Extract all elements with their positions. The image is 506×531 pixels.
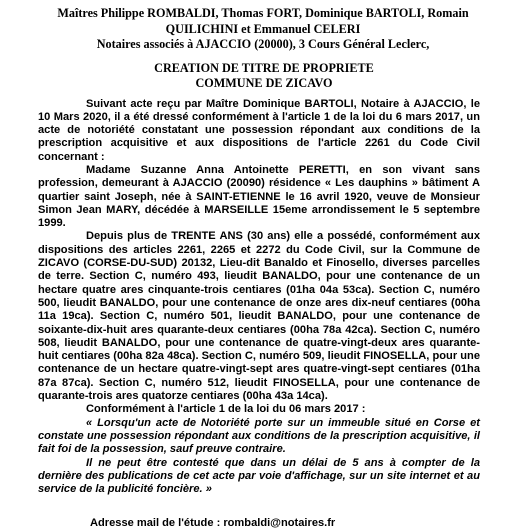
title-line-2: COMMUNE DE ZICAVO xyxy=(195,75,333,90)
paragraph-parcels: Depuis plus de TRENTE ANS (30 ans) elle a possédé, conformément aux dispositions des articles 2261, 2265 et 2272 du Code Civil, sur la Commune de ZICAVO (CORSE-DU-SUD) 20132, Lieu-dit Banaldo et Finosello, diverses parcelles de terre. Section C, numéro 493, lieudit BANALDO, pour une contenance de un hectare quatre ares cinquante-trois centiares (01ha 04a 53ca). Section C, numéro 500, lieudit BANALDO, pour une contenance de onze ares dix-neuf centiares (00ha 11a 19ca). Section C, numéro 501, lieudit BANALDO, pour une contenance de soixante-dix-huit ares quarante-deux centiares (00ha 78a 42ca). Section C, numéro 508, lieudit BANALDO, pour une contenance de quatre-vingt-deux ares quarante-huit centiares (00ha 82a 48ca). Section C, numéro 509, lieudit FINOSELLA, pour une contenance de un hectare quatre-vingt-sept ares quatre-vingt-sept centiares (01ha 87a 87ca). Section C, numéro 512, lieudit FINOSELLA, pour une contenance de quarante-trois ares quatorze centiares (00ha 43a 14ca). xyxy=(38,230,480,403)
notice-title xyxy=(38,61,480,91)
paragraph-law-reference: Conformément à l'article 1 de la loi du 06 mars 2017 : xyxy=(86,403,366,416)
quote-contest-delay: Il ne peut être contesté que dans un délai de 5 ans à compter de la dernière des publications de cet acte par voie d'affichage, sur un site internet et au service de la publicité foncière. » xyxy=(38,456,480,496)
title-line-1: CREATION DE TITRE DE PROPRIETE xyxy=(154,60,374,75)
paragraph-owner: Madame Suzanne Anna Antoinette PERETTI, en son vivant sans profession, demeurant à AJACCIO (20090) résidence « Les dauphins » bâtiment A quartier saint Joseph, née à SAINT-ETIENNE le 16 avril 1920, veuve de Monsieur Simon Jean MARY, décédée à MARSEILLE 15eme arrondissement le 5 septembre 1999. xyxy=(38,163,480,230)
header-line-2: QUILICHINI et Emmanuel CELERI xyxy=(165,21,361,36)
header-line-1: Maîtres Philippe ROMBALDI, Thomas FORT, Dominique BARTOLI, Romain xyxy=(57,6,469,20)
paragraph-act: Suivant acte reçu par Maître Dominique BARTOLI, Notaire à AJACCIO, le 10 Mars 2020, il a été dressé conformément à l'article 1 de la loi du 6 mars 2017, un acte de notoriété constatant une possession répondant aux conditions de la prescription acquisitive et aux dispositions de l'article 2261 du Code Civil concernant : xyxy=(38,97,480,163)
quote-notoriety: « Lorsqu'un acte de Notoriété porte sur un immeuble situé en Corse et constate une possession répondant aux conditions de la prescription acquisitive, il fait foi de la possession, sauf preuve contraire. xyxy=(38,416,480,456)
office-email: Adresse mail de l'étude : rombaldi@notaires.fr xyxy=(90,517,336,530)
notary-header xyxy=(38,6,480,53)
header-line-3: Notaires associés à AJACCIO (20000), 3 Cours Général Leclerc, xyxy=(96,37,430,51)
